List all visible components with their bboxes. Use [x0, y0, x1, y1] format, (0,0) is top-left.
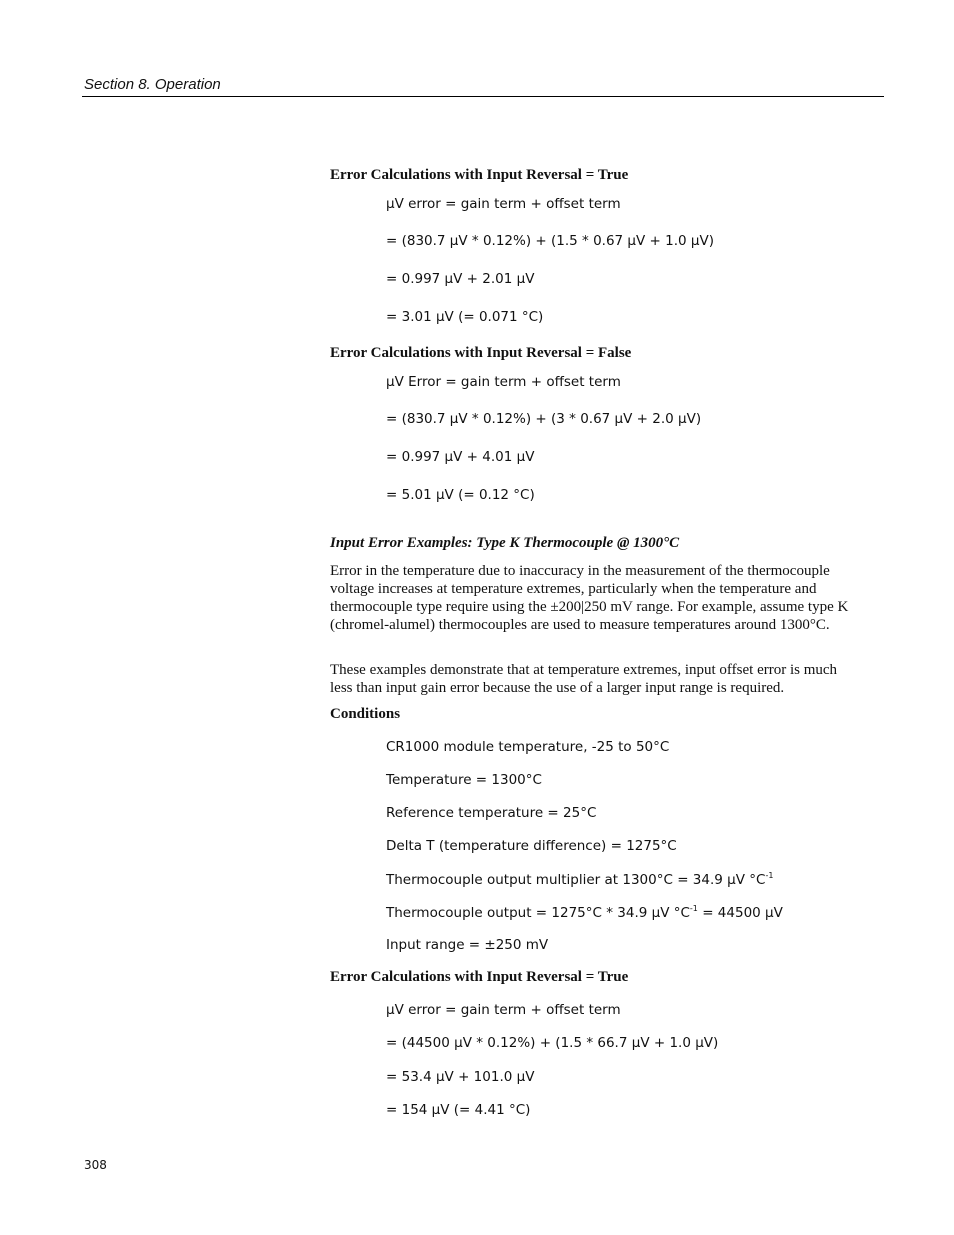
condition-line: Temperature = 1300°C	[386, 772, 542, 788]
condition-line	[386, 904, 783, 921]
condition-line: CR1000 module temperature, -25 to 50°C	[386, 739, 670, 755]
section-header: Section 8. Operation	[84, 76, 221, 93]
condition-text: = 44500 µV	[697, 905, 783, 921]
heading-reversal-true-2: Error Calculations with Input Reversal = True	[330, 969, 629, 985]
heading-reversal-true: Error Calculations with Input Reversal = True	[330, 167, 629, 183]
equation-line: = 5.01 µV (= 0.12 °C)	[386, 487, 535, 503]
header-divider	[82, 96, 884, 97]
equation-line: = 154 µV (= 4.41 °C)	[386, 1102, 531, 1118]
equation-line: µV error = gain term + offset term	[386, 196, 621, 212]
conditions-heading: Conditions	[330, 706, 401, 722]
equation-line: = 0.997 µV + 2.01 µV	[386, 271, 535, 287]
example-heading: Input Error Examples: Type K Thermocouple @ 1300°C	[330, 535, 680, 551]
equation-line: = 0.997 µV + 4.01 µV	[386, 449, 535, 465]
page-number: 308	[84, 1158, 107, 1172]
equation-line: = (44500 µV * 0.12%) + (1.5 * 66.7 µV + 1.0 µV)	[386, 1035, 719, 1051]
example-paragraph: These examples demonstrate that at temperature extremes, input offset error is much less than input gain error because the use of a larger input range is required.	[330, 662, 838, 696]
equation-line: µV Error = gain term + offset term	[386, 374, 621, 390]
superscript: -1	[689, 904, 698, 913]
condition-line: Reference temperature = 25°C	[386, 805, 597, 821]
equation-line: = (830.7 µV * 0.12%) + (1.5 * 0.67 µV + 1.0 µV)	[386, 233, 715, 249]
heading-reversal-false: Error Calculations with Input Reversal = False	[330, 345, 632, 361]
equation-line: = 53.4 µV + 101.0 µV	[386, 1069, 535, 1085]
condition-line	[386, 871, 773, 888]
condition-line: Delta T (temperature difference) = 1275°C	[386, 838, 677, 854]
condition-text: Thermocouple output = 1275°C * 34.9 µV °C	[386, 905, 690, 921]
condition-line: Input range = ±250 mV	[386, 937, 549, 953]
equation-line: = (830.7 µV * 0.12%) + (3 * 0.67 µV + 2.0 µV)	[386, 411, 702, 427]
superscript: -1	[765, 871, 774, 880]
condition-text: Thermocouple output multiplier at 1300°C = 34.9 µV °C	[386, 872, 766, 888]
equation-line: = 3.01 µV (= 0.071 °C)	[386, 309, 544, 325]
example-paragraph: Error in the temperature due to inaccuracy in the measurement of the thermocouple voltage increases at temperature extremes, particularly when the temperature and thermocouple type require using the ±200|250 mV range. For example, assume type K (chromel-alumel) thermocouples are used to measure temperatures around 1300°C.	[330, 563, 849, 633]
equation-line: µV error = gain term + offset term	[386, 1002, 621, 1018]
